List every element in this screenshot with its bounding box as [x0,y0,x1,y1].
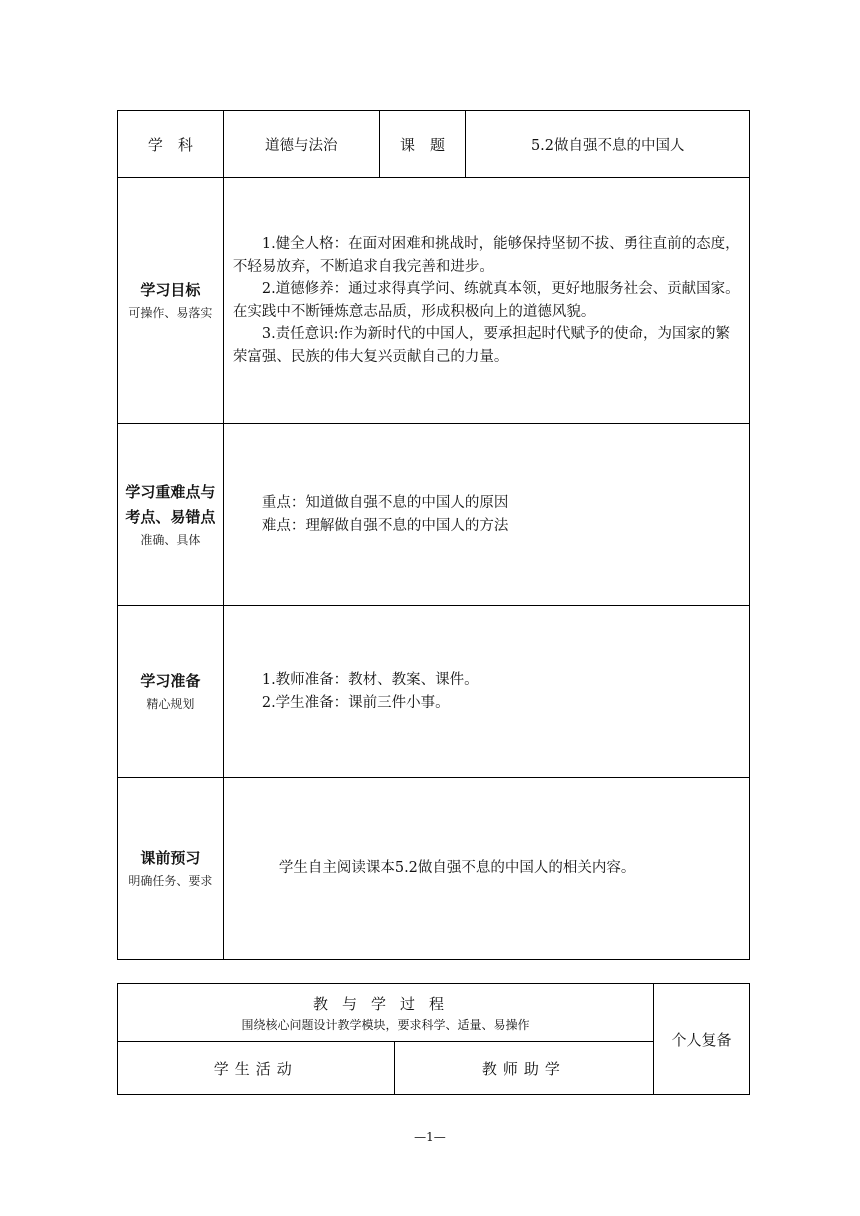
personal-prep-cell [654,984,750,1095]
row-content [223,424,749,606]
row-preparation [118,606,750,778]
teacher-help-label: 教师助学 [481,1059,566,1078]
row-learning-goals [118,178,750,424]
student-activity-cell [118,1042,395,1095]
page-number: —1— [414,1130,446,1144]
subject-label-cell [118,111,224,178]
process-subtitle: 围绕核心问题设计教学模块，要求科学、适量、易操作 [241,1017,530,1032]
subject-label: 学 科 [147,135,193,154]
row-sublabel: 可操作、易落实 [128,306,213,320]
row-preview [118,778,750,960]
row-label-cell [118,424,224,606]
process-table [117,983,750,1095]
row-key-points [118,424,750,606]
subject-value-cell [223,111,379,178]
row-sublabel: 准确、具体 [140,532,201,547]
prep-paragraph: 2.学生准备：课前三件小事。 [261,694,450,711]
teacher-help-cell [394,1042,654,1095]
row-content [223,606,749,778]
row-label: 学习准备 [140,672,201,690]
topic-label-cell [379,111,466,178]
row-label: 学习目标 [140,281,201,299]
row-label: 课前预习 [140,849,201,867]
keypoint-paragraph: 重点：知道做自强不息的中国人的原因 [261,495,509,511]
row-content [223,178,749,424]
lesson-info-table [117,110,750,960]
prep-paragraph: 1.教师准备：教材、教案、课件。 [261,672,479,688]
goal-paragraph: 1.健全人格：在面对困难和挑战时，能够保持坚韧不拔、勇往直前的态度，不轻易放弃，不断追求自我完善和进步。 [232,236,740,275]
topic-value: 5.2做自强不息的中国人 [530,137,685,154]
subject-value: 道德与法治 [264,137,338,154]
student-activity-label: 学生活动 [213,1059,298,1078]
row-sublabel: 精心规划 [146,697,195,711]
row-label-cell [118,778,224,960]
row-label: 学习重难点与考点、易错点 [125,482,216,526]
process-header-cell [118,984,654,1042]
topic-label: 课 题 [400,135,446,154]
row-sublabel: 明确任务、要求 [128,874,213,888]
process-title: 教与学过程 [313,994,459,1013]
row-label-cell [118,178,224,424]
row-content [223,778,749,960]
preview-paragraph: 学生自主阅读课本5.2做自强不息的中国人的相关内容。 [278,860,636,877]
keypoint-paragraph: 难点：理解做自强不息的中国人的方法 [261,517,509,534]
row-label-cell [118,606,224,778]
personal-prep-label: 个人复备 [671,1030,732,1049]
goal-paragraph: 3.责任意识:作为新时代的中国人，要承担起时代赋予的使命，为国家的繁荣富强、民族的伟大复兴贡献自己的力量。 [232,326,731,365]
topic-value-cell [466,111,750,178]
goal-paragraph: 2.道德修养：通过求得真学问、练就真本领，更好地服务社会、贡献国家。在实践中不断锤炼意志品质，形成积极向上的道德风貌。 [232,281,740,320]
